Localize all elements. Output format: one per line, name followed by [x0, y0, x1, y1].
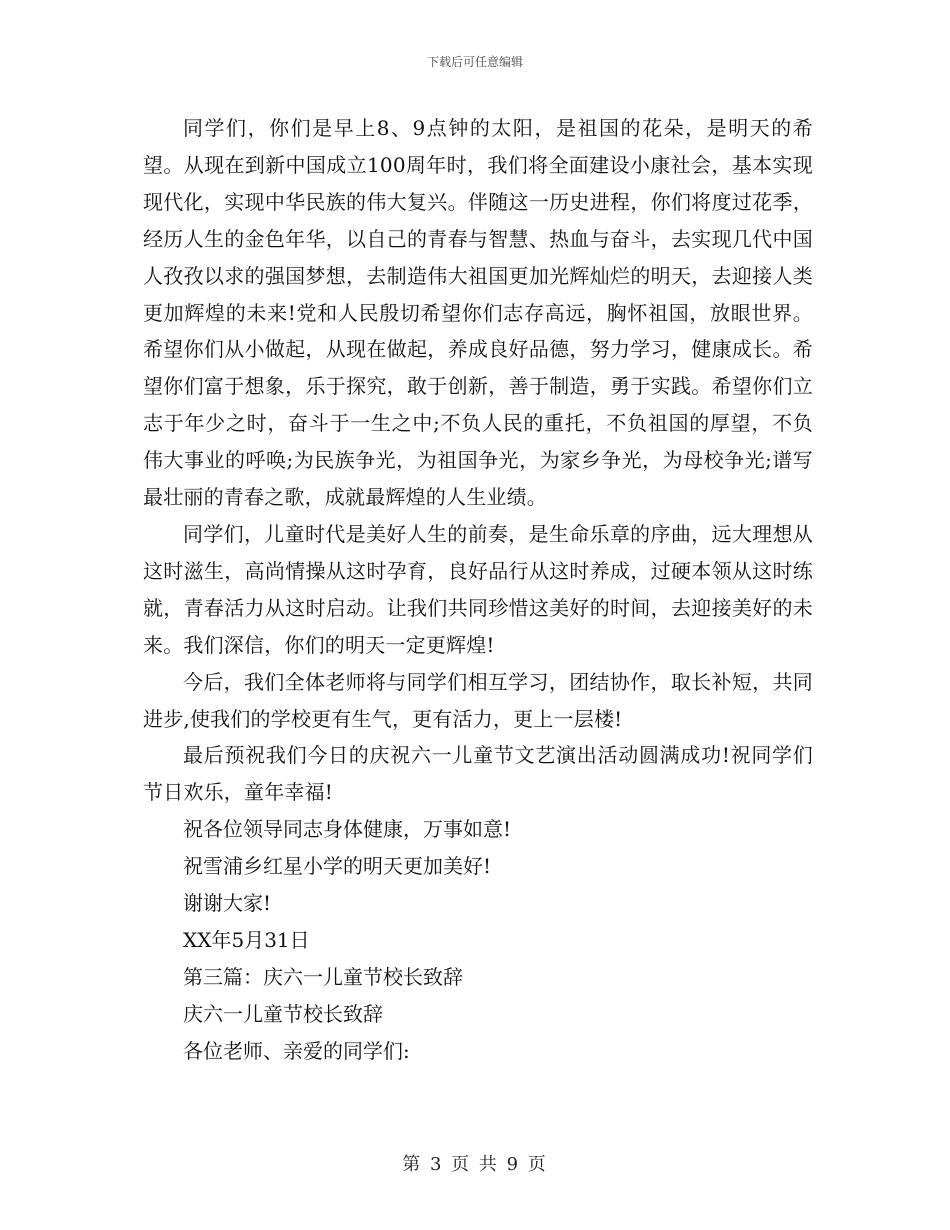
paragraph-childhood: 同学们，儿童时代是美好人生的前奏，是生命乐章的序曲，远大理想从这时滋生，高尚情操从这时孕育，良好品行从这时养成，过硬本领从这时练就，青春活力从这时启动。让我们共同珍惜这美好的时间，去迎接美好的未来。我们深信，你们的明天一定更辉煌!	[143, 521, 813, 657]
paragraph-future-hope: 同学们，你们是早上8、9点钟的太阳，是祖国的花朵，是明天的希望。从现在到新中国成立100周年时，我们将全面建设小康社会，基本实现现代化，实现中华民族的伟大复兴。伴随这一历史进程，你们将度过花季，经历人生的金色年华，以自己的青春与智慧、热血与奋斗，去实现几代中国人孜孜以求的强国梦想，去制造伟大祖国更加光辉灿烂的明天，去迎接人类更加辉煌的未来!党和人民殷切希望你们志存高远，胸怀祖国，放眼世界。希望你们从小做起，从现在做起，养成良好品德，努力学习，健康成长。希望你们富于想象，乐于探究，敢于创新，善于制造，勇于实践。希望你们立志于年少之时，奋斗于一生之中;不负人民的重托，不负祖国的厚望，不负伟大事业的呼唤;为民族争光，为祖国争光，为家乡争光，为母校争光;谱写最壮丽的青春之歌，成就最辉煌的人生业绩。	[143, 116, 813, 510]
speech-body	[143, 110, 813, 1070]
closing-wish-school: 祝雪浦乡红星小学的明天更加美好!	[183, 854, 492, 879]
page-number: 第 3 页 共 9 页	[402, 1154, 548, 1175]
download-note: 下载后可任意编辑	[426, 55, 523, 69]
section-heading: 第三篇：庆六一儿童节校长致辞	[183, 964, 463, 989]
paragraph-teachers-pledge: 今后，我们全体老师将与同学们相互学习，团结协作，取长补短，共同进步,使我们的学校更有生气，更有活力，更上一层楼!	[143, 669, 813, 731]
speech-salutation: 各位老师、亲爱的同学们:	[183, 1038, 410, 1063]
closing-thanks: 谢谢大家!	[183, 891, 272, 916]
paragraph-performance-wish: 最后预祝我们今日的庆祝六一儿童节文艺演出活动圆满成功!祝同学们节日欢乐，童年幸福!	[143, 743, 813, 805]
speech-date: XX年5月31日	[183, 927, 310, 952]
speech-title: 庆六一儿童节校长致辞	[183, 1001, 383, 1026]
closing-wish-leaders: 祝各位领导同志身体健康，万事如意!	[183, 817, 512, 842]
